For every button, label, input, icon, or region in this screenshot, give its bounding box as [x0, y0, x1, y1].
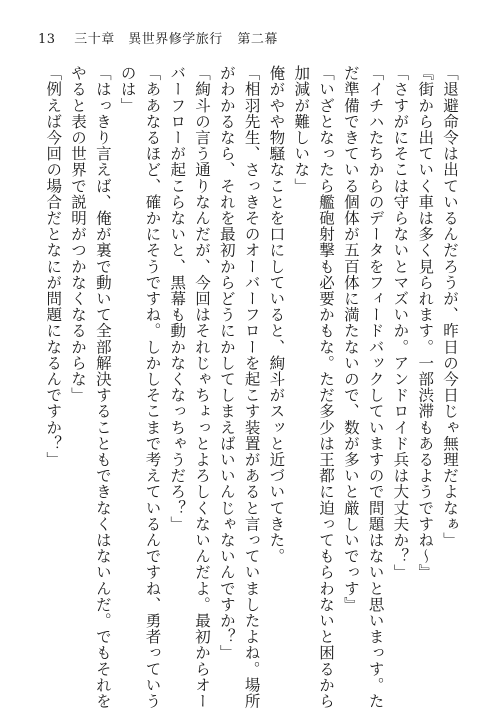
- page-number: 13: [38, 32, 56, 47]
- text-line: がわかるなら、それを最初からどうにかしてしまえばいいんじゃないんですか？」: [217, 65, 236, 661]
- chapter-title: 三十章 異世界修学旅行: [74, 32, 223, 47]
- text-line: やると表の世界で説明がつかなくなるからな」: [69, 65, 88, 404]
- text-line: 「さすがにそこは守らないとマズいか。アンドロイド兵は大丈夫か？」: [391, 65, 410, 581]
- text-line: 「はっきり言えば、俺が裏で動いて全部解決することもできなくはないんだ。でもそれを: [93, 65, 112, 709]
- text-line: 「相羽先生、さっきそのオーバーフローを起こす装置があると言っていましたよね。場所: [242, 65, 261, 709]
- text-line: 『街から出ていく車は多く見られます。一部渋滞もあるようですね～』: [416, 65, 435, 581]
- text-line: 「ああなるほど、確かにそうですね。しかしそこまで考えているんですね、勇者っていう: [143, 65, 162, 709]
- text-line: 俺がやや物騒なことを口にしていると、絢斗がスッと近づいてきた。: [267, 65, 286, 565]
- running-header: [38, 28, 278, 47]
- text-line: 「例えば今回の場合だとなにが問題になるんですか？」: [44, 65, 63, 468]
- text-line: バーフローが起こらないと、黒幕も動かなくなっちゃうだろ？」: [168, 65, 187, 532]
- text-line: だ準備できている個体が五百体に満たないので、数が多いと厳しいでっす』: [341, 65, 360, 613]
- act-title: 第二幕: [237, 32, 278, 47]
- text-line: 加減が難しいな」: [292, 65, 311, 194]
- text-line: 「絢斗の言う通りなんだが、今回はそれじゃちょっとよろしくないんだよ。最初からオー: [193, 65, 212, 709]
- text-line: 「いざとなったら艦砲射撃も必要かもな。ただ多少は王都に迫ってもらわないと困るから: [317, 65, 336, 709]
- text-line: 「退避命令は出ているんだろうが、昨日の今日じゃ無理だよなぁ」: [441, 65, 459, 548]
- text-line: のは」: [118, 65, 137, 114]
- text-line: 「イチハたちからのデータをフィードバックしていますので問題はないと思いまっす。た: [366, 65, 385, 709]
- vertical-body-text: [40, 65, 462, 709]
